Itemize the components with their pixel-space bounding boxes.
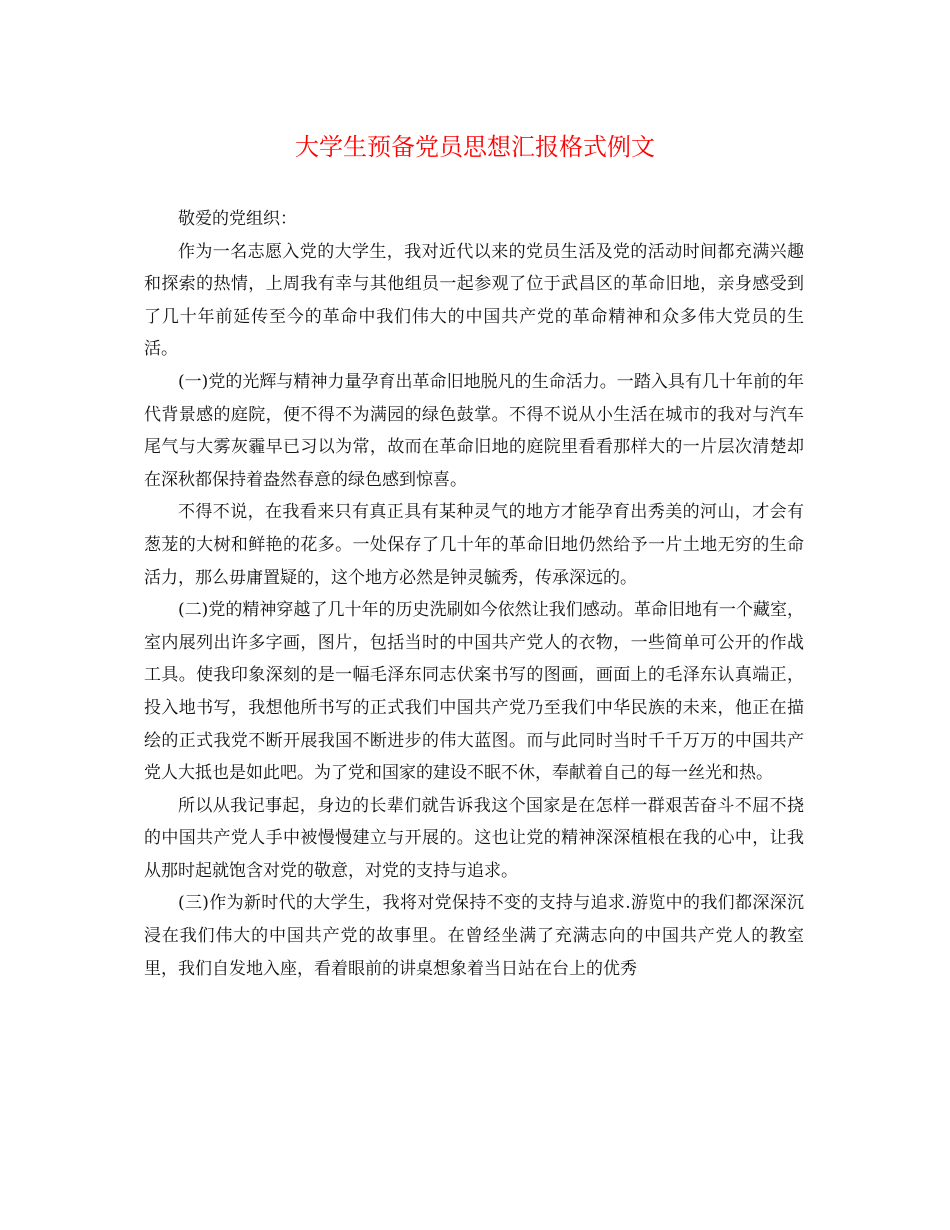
salutation: 敬爱的党组织： (178, 209, 297, 229)
paragraph-section-three: (三)作为新时代的大学生，我将对党保持不变的支持与追求.游览中的我们都深深沉浸在我们伟大的中国共产党的故事里。在曾经坐满了充满志向的中国共产党人的教室里，我们自发地入座，看着眼前的讲桌想象着当日站在台上的优秀 (144, 893, 804, 979)
paragraph-section-two: (二)党的精神穿越了几十年的历史洗刷如今依然让我们感动。革命旧地有一个藏室，室内展列出许多字画，图片，包括当时的中国共产党人的衣物，一些简单可公开的作战工具。使我印象深刻的是一幅毛泽东同志伏案书写的图画，画面上的毛泽东认真端正，投入地书写，我想他所书写的正式我们中国共产党乃至我们中华民族的未来，他正在描绘的正式我党不断开展我国不断进步的伟大蓝图。而与此同时当时千千万万的中国共产党人大抵也是如此吧。为了党和国家的建设不眠不休，奉献着自己的每一丝光和热。 (144, 600, 804, 784)
document-title: 大学生预备党员思想汇报格式例文 (295, 133, 655, 161)
paragraph-section-two-cont: 所以从我记事起，身边的长辈们就告诉我这个国家是在怎样一群艰苦奋斗不屈不挠的中国共产党人手中被慢慢建立与开展的。这也让党的精神深深植根在我的心中，让我从那时起就饱含对党的敬意，对党的支持与追求。 (144, 795, 804, 881)
paragraph-section-one: (一)党的光辉与精神力量孕育出革命旧地脱凡的生命活力。一踏入具有几十年前的年代背景感的庭院，便不得不为满园的绿色鼓掌。不得不说从小生活在城市的我对与汽车尾气与大雾灰霾早已习以为常，故而在革命旧地的庭院里看看那样大的一片层次清楚却在深秋都保持着盎然春意的绿色感到惊喜。 (144, 371, 804, 490)
document-body (144, 203, 804, 985)
paragraph-section-one-cont: 不得不说，在我看来只有真正具有某种灵气的地方才能孕育出秀美的河山，才会有葱茏的大树和鲜艳的花多。一处保存了几十年的革命旧地仍然给予一片土地无穷的生命活力，那么毋庸置疑的，这个地方必然是钟灵毓秀，传承深远的。 (144, 502, 804, 588)
paragraph-intro: 作为一名志愿入党的大学生，我对近代以来的党员生活及党的活动时间都充满兴趣和探索的热情，上周我有幸与其他组员一起参观了位于武昌区的革命旧地，亲身感受到了几十年前延传至今的革命中我们伟大的中国共产党的革命精神和众多伟大党员的生活。 (144, 241, 804, 360)
